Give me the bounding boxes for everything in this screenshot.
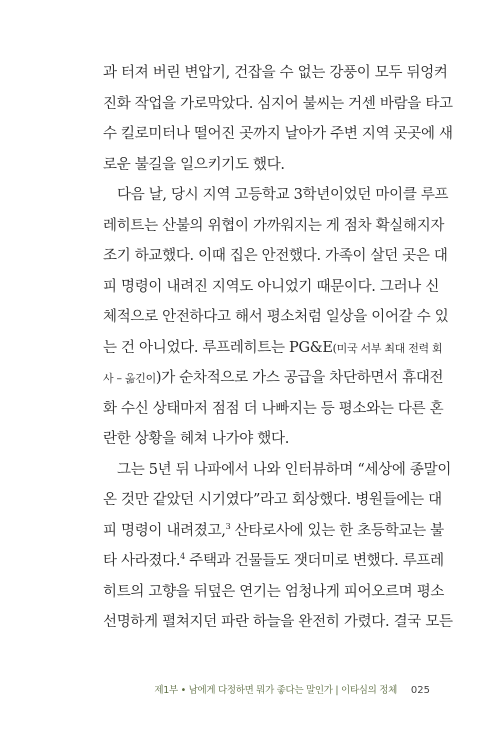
text-line: 조기 하교했다. 이때 집은 안전했다. 가족이 살던 곳은 대 (103, 248, 448, 264)
text-line: 선명하게 펼쳐지던 파란 하늘을 완전히 가렸다. 결국 모든 (103, 614, 453, 630)
text-line: 진화 작업을 가로막았다. 심지어 불씨는 거센 바람을 타고 (103, 95, 453, 112)
text-line: 레히트는 산불의 위협이 가까워지는 게 점차 확실해지자 (103, 217, 445, 234)
footnote-ref: 3 (225, 521, 231, 531)
text-line: 란한 상황을 헤쳐 나가야 했다. (103, 431, 290, 447)
translator-note: (미국 서부 최대 전력 회 (332, 341, 443, 355)
text-line: 다음 날, 당시 지역 고등학교 3학년이었던 마이클 루프 (117, 187, 449, 203)
text-line: 체적으로 안전하다고 해서 평소처럼 일상을 이어갈 수 있 (103, 309, 449, 325)
body-text (103, 58, 453, 638)
text-line: 피 명령이 내려졌고,$^3$ 산타로사에 있는 한 초등학교는 불 (103, 521, 444, 539)
text-line: 사 – 옮긴이)가 순차적으로 가스 공급을 차단하면서 휴대전 (103, 370, 444, 386)
text-line: 피 명령이 내려진 지역도 아니었기 때문이다. 그러나 신 (103, 278, 440, 295)
text-line: 히트의 고향을 뒤덮은 연기는 엄청나게 피어오르며 평소 (103, 583, 445, 600)
translator-note: 사 – 옮긴이 (103, 372, 156, 385)
text-line: 수 킬로미터나 떨어진 곳까지 날아가 주변 지역 곳곳에 새 (103, 126, 453, 142)
running-title: 제1부 • 남에게 다정하면 뭐가 좋다는 말인가 | 이타심의 정체 (154, 685, 397, 696)
text-line: 과 터져 버린 변압기, 건잡을 수 없는 강풍이 모두 뒤엉켜 (103, 65, 448, 81)
text-line: 는 건 아니었다. 루프레히트는 PG&E(미국 서부 최대 전력 회 (103, 339, 443, 356)
page-footer (0, 684, 500, 704)
text-line: 타 사라졌다.$^4$ 주택과 건물들도 잿더미로 변했다. 루프레 (103, 552, 444, 569)
footnote-ref: 4 (180, 552, 185, 562)
text-line: 화 수신 상태마저 점점 더 나빠지는 등 평소와는 다른 혼 (103, 400, 444, 417)
text-line: 로운 불길을 일으키기도 했다. (103, 156, 285, 173)
text-line: 그는 5년 뒤 나파에서 나와 인터뷰하며 “세상에 종말이 (117, 461, 452, 478)
page-number: 025 (410, 685, 430, 696)
text-line: 온 것만 같았던 시기였다”라고 회상했다. 병원들에는 대 (103, 492, 442, 508)
